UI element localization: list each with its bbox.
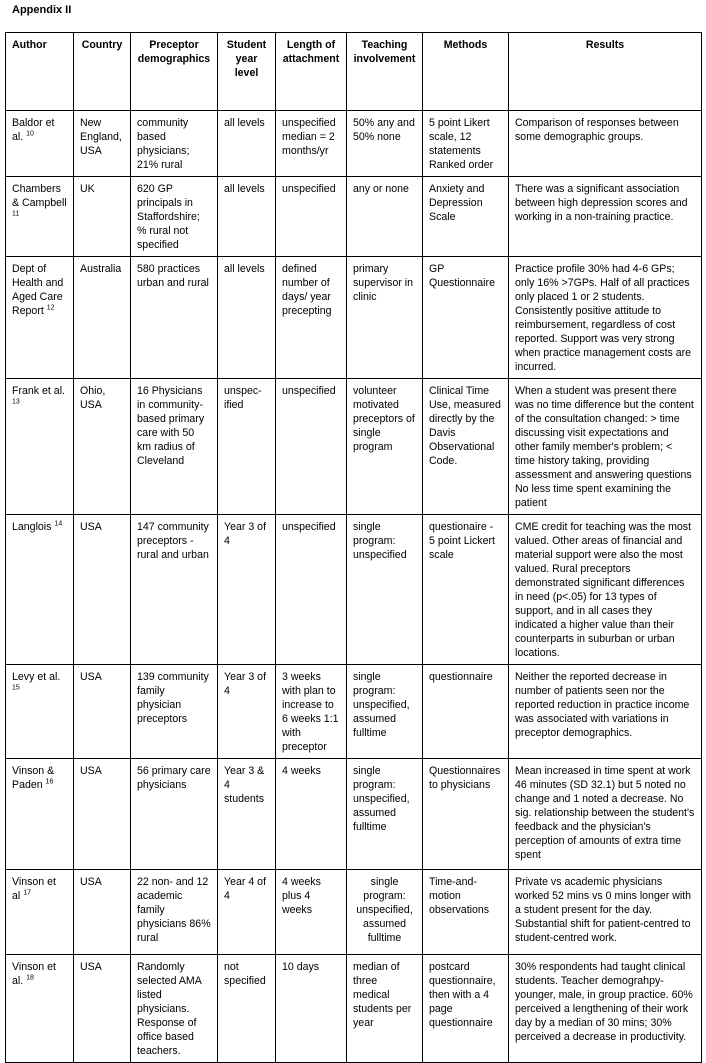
length-cell: unspecified [276,379,347,515]
table-row [6,870,702,955]
teaching-cell: 50% any and 50% none [347,111,423,177]
demographics-cell: 139 community family physician preceptors [131,665,218,759]
author-name: Vinson et al. [12,961,56,987]
year-level-cell: Year 3 of 4 [218,665,276,759]
author-cell [6,515,74,665]
header-teaching-involvement: Teaching involvement [347,33,423,111]
methods-cell: Time-and-motion observations [423,870,509,955]
results-cell: When a student was present there was no time difference but the content of the consultation changed: > time discussing visit expectations and other family member's problem; < time history taking, providing assessment and answering questions No less time spent examining the patient [509,379,702,515]
author-name: Vinson et al [12,876,56,902]
length-cell: 10 days [276,955,347,1063]
author-cell [6,379,74,515]
results-cell: 30% respondents had taught clinical students. Teacher demograhpy- younger, male, in group practice. 60% perceived a lengthening of their work day by a median of 30 mins; 30% perceived a decrease in productivity. [509,955,702,1063]
year-level-cell: all levels [218,257,276,379]
reference-number: 16 [45,778,54,786]
reference-number: 10 [26,130,34,138]
teaching-cell: single program: unspecified, assumed fulltime [347,870,423,955]
author-cell [6,870,74,955]
demographics-cell: 16 Physicians in community-based primary care with 50 km radius of Cleveland [131,379,218,515]
methods-cell: Anxiety and Depression Scale [423,177,509,257]
table-row [6,665,702,759]
year-level-cell: Year 3 of 4 [218,515,276,665]
reference-number: 14 [54,520,63,528]
year-level-cell: Year 4 of 4 [218,870,276,955]
header-country: Country [74,33,131,111]
country-cell: USA [74,759,131,870]
country-cell: USA [74,870,131,955]
length-cell: 4 weeks plus 4 weeks [276,870,347,955]
results-cell: Comparison of responses between some demographic groups. [509,111,702,177]
reference-number: 18 [26,974,34,982]
teaching-cell: single program: unspecified, assumed fulltime [347,665,423,759]
country-cell: USA [74,665,131,759]
author-name: Chambers & Campbell [12,183,67,209]
demographics-cell: 580 practices urban and rural [131,257,218,379]
year-level-cell: unspec-ified [218,379,276,515]
header-row [6,33,702,111]
table-row [6,177,702,257]
year-level-cell: not specified [218,955,276,1063]
author-name: Frank et al. [12,385,65,397]
results-cell: Private vs academic physicians worked 52 mins vs 0 mins longer with a student present for the day. Substantial shift for patient-centred to student-centred work. [509,870,702,955]
author-name: Levy et al. [12,671,61,683]
methods-cell: Clinical Time Use, measured directly by the Davis Observational Code. [423,379,509,515]
length-cell: unspecified median = 2 months/yr [276,111,347,177]
demographics-cell: 22 non- and 12 academic family physicians 86% rural [131,870,218,955]
author-name: Vinson & Paden [12,765,55,791]
author-name: Dept of Health and Aged Care Report [12,263,64,317]
results-cell: CME credit for teaching was the most valued. Other areas of financial and material support were also the most valued. Rural preceptors demonstrated significant differences in need (p<.05) for 13 types of support, and in all cases they indicated a higher value than their counterparts in suburban or urban locations. [509,515,702,665]
methods-cell: questionaire - 5 point Lickert scale [423,515,509,665]
teaching-cell: single program: unspecified [347,515,423,665]
length-cell: 3 weeks with plan to increase to 6 weeks 1:1 with preceptor [276,665,347,759]
header-results: Results [509,33,702,111]
methods-cell: questionnaire [423,665,509,759]
length-cell: unspecified [276,177,347,257]
table-row [6,759,702,870]
length-cell: unspecified [276,515,347,665]
country-cell: USA [74,515,131,665]
length-cell: defined number of days/ year precepting [276,257,347,379]
table-row [6,379,702,515]
country-cell: New England, USA [74,111,131,177]
demographics-cell: Randomly selected AMA listed physicians. Response of office based teachers. [131,955,218,1063]
length-cell: 4 weeks [276,759,347,870]
methods-cell: GP Questionnaire [423,257,509,379]
year-level-cell: all levels [218,111,276,177]
teaching-cell: single program: unspecified, assumed fulltime [347,759,423,870]
author-cell [6,177,74,257]
results-cell: Neither the reported decrease in number of patients seen nor the reported reduction in practice income was associated with variations in preceptor demographics. [509,665,702,759]
teaching-cell: any or none [347,177,423,257]
author-name: Baldor et al. [12,117,55,143]
header-preceptor-demographics: Preceptor demographics [131,33,218,111]
country-cell: USA [74,955,131,1063]
demographics-cell: community based physicians; 21% rural [131,111,218,177]
author-cell [6,759,74,870]
author-name: Langlois [12,521,52,533]
reference-number: 13 [12,398,20,406]
teaching-cell: volunteer motivated preceptors of single program [347,379,423,515]
results-cell: Practice profile 30% had 4-6 GPs; only 16% >7GPs. Half of all practices only placed 1 or 2 students. Consistently positive attitude to reimbursement, regardless of cost reported. Support was very strong when practice management costs are incurred. [509,257,702,379]
teaching-cell: median of three medical students per year [347,955,423,1063]
teaching-cell: primary supervisor in clinic [347,257,423,379]
header-author: Author [6,33,74,111]
methods-cell: 5 point Likert scale, 12 statements Ranked order [423,111,509,177]
country-cell: UK [74,177,131,257]
methods-cell: Questionnaires to physicians [423,759,509,870]
reference-number: 15 [12,684,20,692]
country-cell: Australia [74,257,131,379]
author-cell [6,111,74,177]
table-row [6,515,702,665]
table-row [6,257,702,379]
author-cell [6,257,74,379]
reference-number: 12 [46,304,55,312]
reference-number: 17 [23,889,31,897]
studies-table [5,32,702,1063]
demographics-cell: 147 community preceptors - rural and urban [131,515,218,665]
header-length-of-attachment: Length of attachment [276,33,347,111]
header-student-year-level: Student year level [218,33,276,111]
country-cell: Ohio, USA [74,379,131,515]
table-row [6,111,702,177]
reference-number: 11 [12,210,20,218]
year-level-cell: Year 3 & 4 students [218,759,276,870]
results-cell: Mean increased in time spent at work 46 minutes (SD 32.1) but 5 noted no change and 1 noted a decrease. No sig. relationship between the student's feedback and the physician's perception of amounts of extra time spent [509,759,702,870]
year-level-cell: all levels [218,177,276,257]
demographics-cell: 56 primary care physicians [131,759,218,870]
appendix-title: Appendix II [12,4,72,16]
methods-cell: postcard questionnaire, then with a 4 page questionnaire [423,955,509,1063]
author-cell [6,665,74,759]
table-row [6,955,702,1063]
author-cell [6,955,74,1063]
results-cell: There was a significant association between high depression scores and working in a non-training practice. [509,177,702,257]
demographics-cell: 620 GP principals in Staffordshire; % rural not specified [131,177,218,257]
header-methods: Methods [423,33,509,111]
